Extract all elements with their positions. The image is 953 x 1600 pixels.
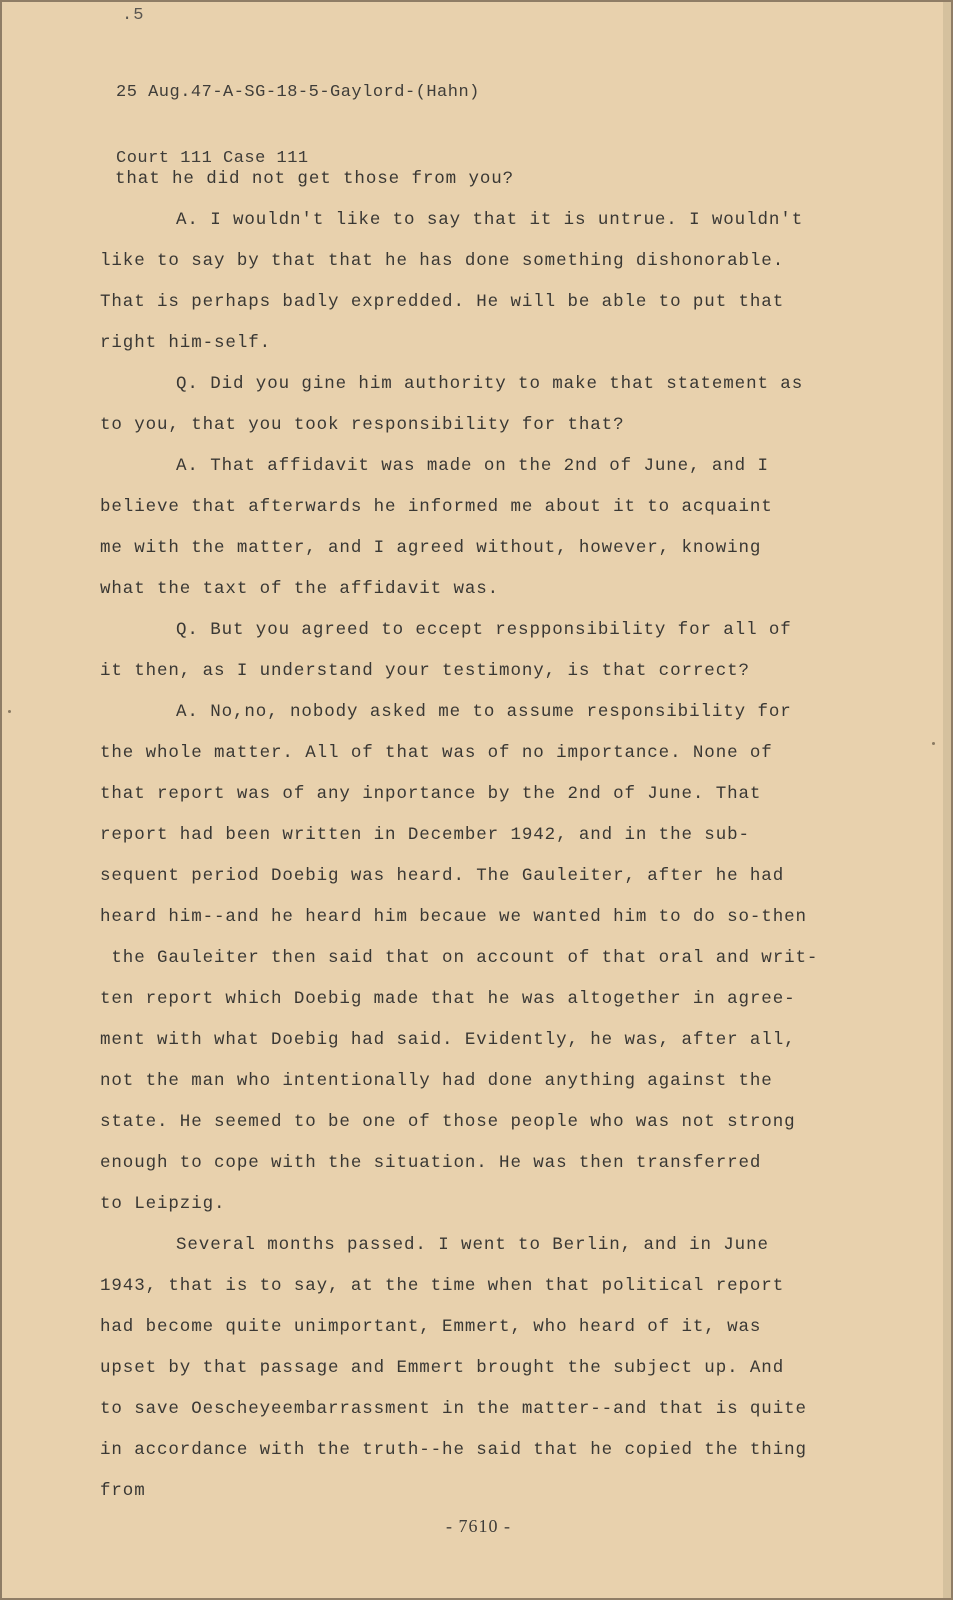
text-line: in accordance with the truth--he said that he copied the thing — [100, 1440, 807, 1460]
text-line: me with the matter, and I agreed without, however, knowing — [100, 538, 762, 558]
text-line: it then, as I understand your testimony, is that correct? — [100, 661, 750, 681]
header-line-2: Court 111 Case 111 — [116, 149, 309, 168]
paper-speck — [8, 710, 11, 713]
text-line: to you, that you took responsibility for that? — [100, 415, 625, 435]
text-line: state. He seemed to be one of those people who was not strong — [100, 1112, 796, 1132]
text-line: that he did not get those from you? — [115, 169, 515, 189]
text-line: 1943, that is to say, at the time when that political report — [100, 1276, 785, 1296]
page-number: - 7610 - — [446, 1516, 511, 1536]
text-line: had become quite unimportant, Emmert, who heard of it, was — [100, 1317, 762, 1337]
text-line: heard him--and he heard him becaue we wanted him to do so-then — [100, 907, 807, 927]
text-line: A. I wouldn't like to say that it is untrue. I wouldn't — [176, 210, 804, 230]
text-line: A. That affidavit was made on the 2nd of June, and I — [176, 456, 769, 476]
transcript-body — [100, 159, 870, 1512]
text-line: like to say by that that he has done something dishonorable. — [100, 251, 785, 271]
text-line: right him-self. — [100, 333, 272, 353]
text-line: that report was of any inportance by the 2nd of June. That — [100, 784, 762, 804]
text-line: sequent period Doebig was heard. The Gauleiter, after he had — [100, 866, 785, 886]
text-line: the Gauleiter then said that on account of that oral and writ- — [100, 948, 819, 968]
text-line: Q. Did you gine him authority to make that statement as — [176, 374, 804, 394]
paper-speck — [932, 742, 935, 745]
text-line: ten report which Doebig made that he was altogether in agree- — [100, 989, 796, 1009]
text-line: upset by that passage and Emmert brought the subject up. And — [100, 1358, 785, 1378]
text-line: ment with what Doebig had said. Evidently, he was, after all, — [100, 1030, 796, 1050]
text-line: the whole matter. All of that was of no importance. None of — [100, 743, 773, 763]
text-line: what the taxt of the affidavit was. — [100, 579, 500, 599]
text-line: That is perhaps badly expredded. He will be able to put that — [100, 292, 785, 312]
header-line-1: 25 Aug.47-A-SG-18-5-Gaylord-(Hahn) — [116, 83, 480, 102]
text-line: report had been written in December 1942, and in the sub- — [100, 825, 750, 845]
text-line: enough to cope with the situation. He was then transferred — [100, 1153, 762, 1173]
text-line: Several months passed. I went to Berlin, and in June — [176, 1235, 769, 1255]
text-line: A. No,no, nobody asked me to assume responsibility for — [176, 702, 792, 722]
text-line: to save Oescheyeembarrassment in the matter--and that is quite — [100, 1399, 807, 1419]
text-line: Q. But you agreed to eccept respponsibility for all of — [176, 620, 792, 640]
corner-mark: .5 — [122, 6, 145, 25]
text-line: from — [100, 1481, 146, 1501]
text-line: to Leipzig. — [100, 1194, 226, 1214]
text-line: not the man who intentionally had done anything against the — [100, 1071, 773, 1091]
text-line: believe that afterwards he informed me about it to acquaint — [100, 497, 773, 517]
